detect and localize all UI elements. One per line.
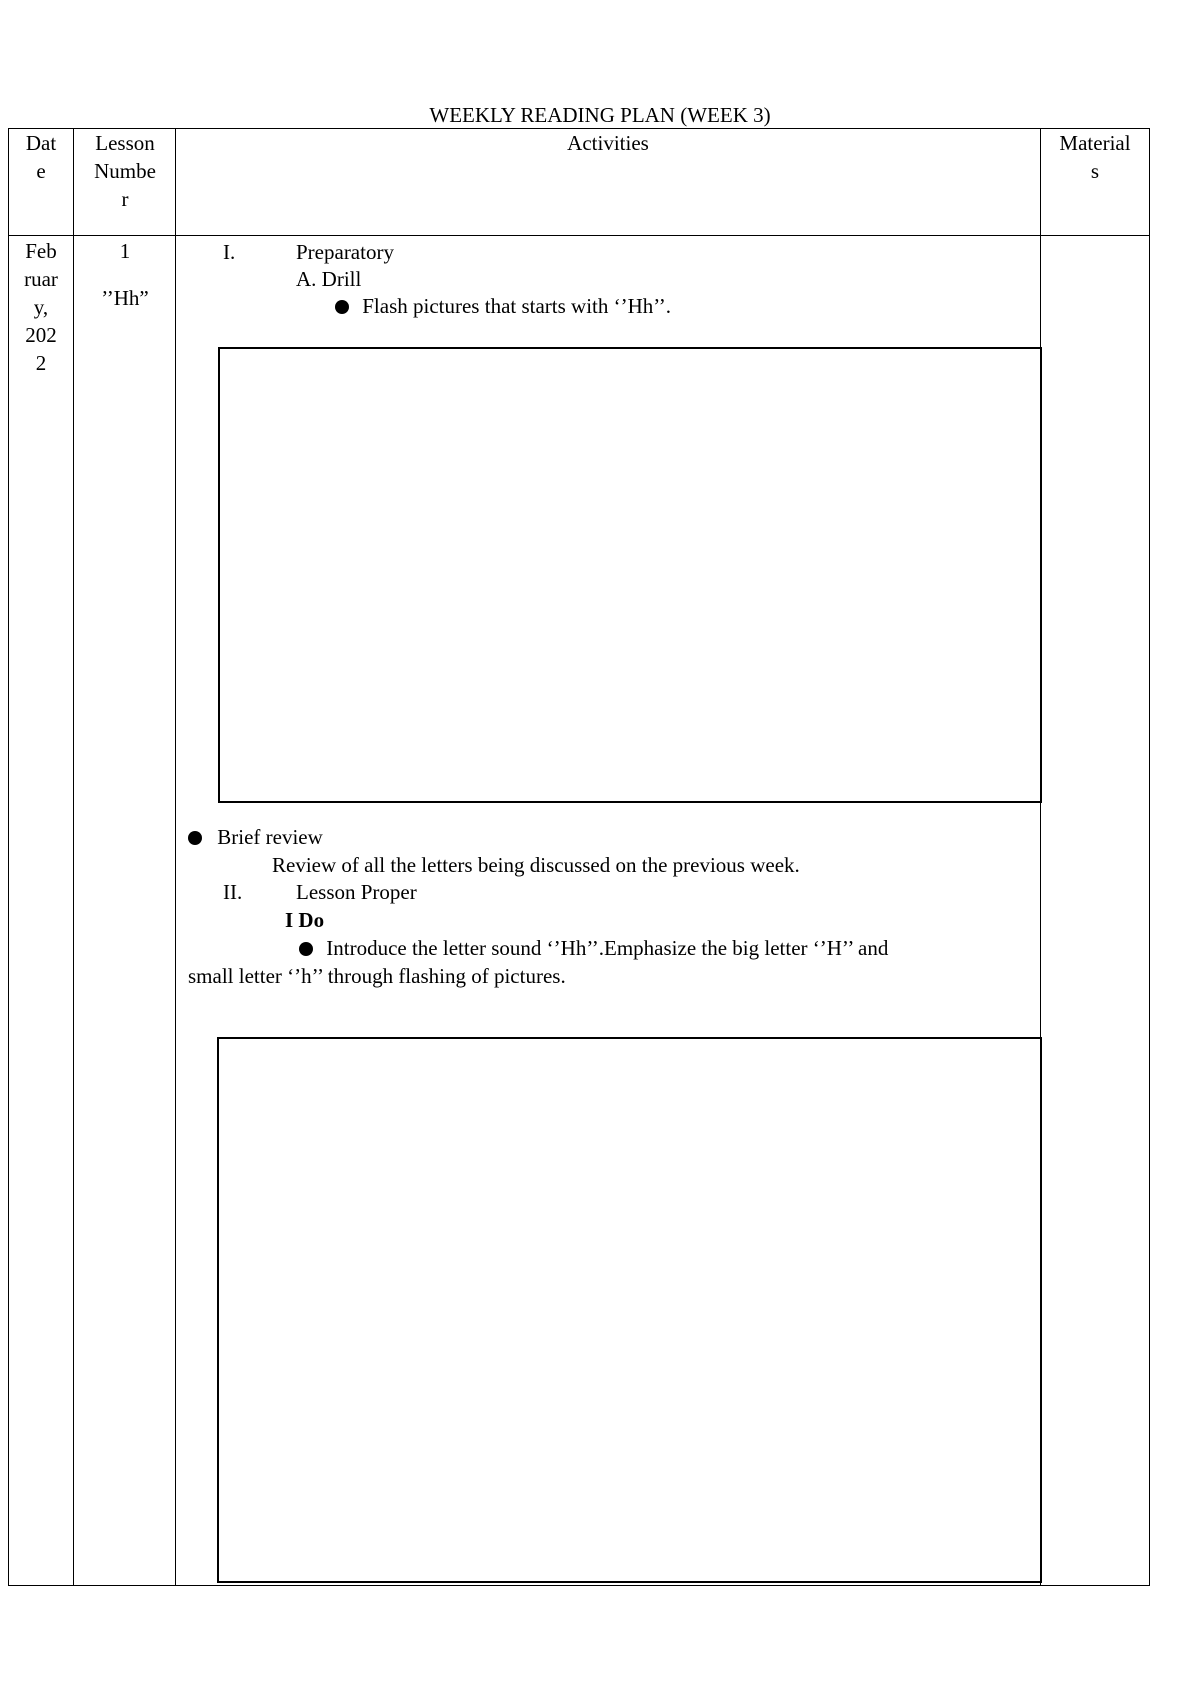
drill-label: A. Drill — [296, 267, 362, 291]
row-lesson-letter: ’’Hh” — [101, 286, 149, 310]
bullet-icon — [299, 942, 313, 956]
bullet-icon — [335, 300, 349, 314]
i-do-bullet-item — [299, 934, 888, 962]
header-activities: Activities — [567, 131, 649, 155]
brief-review-label: Brief review — [217, 825, 323, 849]
i-do-label: I Do — [285, 908, 325, 932]
column-divider-date — [73, 129, 74, 1585]
drill-bullet-item — [335, 292, 671, 320]
drill-bullet-text: Flash pictures that starts with ‘’Hh’’. — [362, 294, 671, 318]
lesson-proper-numeral: II. — [223, 880, 243, 904]
brief-review-item — [188, 823, 323, 851]
picture-placeholder-i-do — [217, 1037, 1042, 1583]
lesson-plan-table — [8, 128, 1150, 1586]
column-divider-lesson — [175, 129, 176, 1585]
brief-review-text: Review of all the letters being discussed on the previous week. — [272, 853, 800, 877]
header-materials: Material s — [1059, 131, 1131, 183]
i-do-bullet-continuation: small letter ‘’h’’ through flashing of pictures. — [188, 964, 566, 988]
page-title: WEEKLY READING PLAN (WEEK 3) — [429, 103, 771, 127]
row-lesson-number: 1 — [119, 239, 131, 263]
preparatory-numeral: I. — [223, 240, 236, 264]
header-row-divider — [9, 235, 1149, 236]
picture-placeholder-drill — [218, 347, 1042, 803]
row-date: Feb ruar y, 202 2 — [24, 239, 58, 375]
i-do-bullet-text: Introduce the letter sound ‘’Hh’’.Emphasize the big letter ‘’H’’ and — [326, 936, 889, 960]
preparatory-label: Preparatory — [296, 240, 394, 264]
header-lesson-number: Lesson Numbe r — [94, 131, 156, 211]
bullet-icon — [188, 831, 202, 845]
lesson-proper-label: Lesson Proper — [296, 880, 417, 904]
header-date: Dat e — [25, 131, 57, 183]
